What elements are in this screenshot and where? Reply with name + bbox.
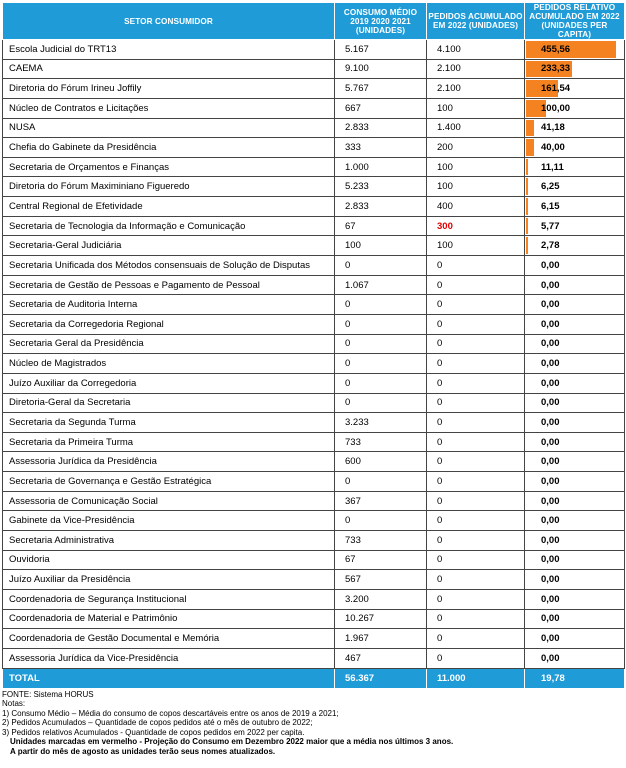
notes-section [2, 690, 624, 757]
pedidos-value: 0 [427, 550, 525, 570]
consumo-value: 5.233 [335, 177, 427, 197]
per-capita-value: 0,00 [541, 456, 560, 468]
per-capita-value: 0,00 [541, 377, 560, 389]
per-capita-cell [525, 550, 625, 570]
pedidos-value: 0 [427, 629, 525, 649]
pedidos-value: 0 [427, 432, 525, 452]
pedidos-value: 1.400 [427, 118, 525, 138]
consumo-value: 9.100 [335, 59, 427, 79]
per-capita-cell [525, 59, 625, 79]
per-capita-value: 0,00 [541, 652, 560, 664]
sector-name: Chefia do Gabinete da Presidência [3, 138, 335, 158]
consumo-value: 67 [335, 216, 427, 236]
per-capita-cell [525, 570, 625, 590]
per-capita-cell [525, 472, 625, 492]
sector-name: Juízo Auxiliar da Presidência [3, 570, 335, 590]
pedidos-value: 100 [427, 236, 525, 256]
consumo-value: 733 [335, 531, 427, 551]
pedidos-value: 0 [427, 609, 525, 629]
per-capita-cell [525, 648, 625, 668]
sector-name: Diretoria do Fórum Maximiniano Figueredo [3, 177, 335, 197]
per-capita-value: 0,00 [541, 397, 560, 409]
per-capita-value: 455,56 [541, 43, 571, 55]
table-row [3, 216, 625, 236]
table-row [3, 157, 625, 177]
per-capita-value: 0,00 [541, 534, 560, 546]
pedidos-value: 0 [427, 256, 525, 276]
per-capita-value: 0,00 [541, 279, 560, 291]
sector-name: Diretoria do Fórum Irineu Joffily [3, 79, 335, 99]
per-capita-cell [525, 138, 625, 158]
per-capita-value: 100,00 [541, 102, 571, 114]
consumo-value: 0 [335, 256, 427, 276]
table-row [3, 589, 625, 609]
table-row [3, 531, 625, 551]
per-capita-value: 11,11 [541, 161, 564, 173]
table-row [3, 550, 625, 570]
note-2: 2) Pedidos Acumulados – Quantidade de copos pedidos até o mês de outubro de 2022; [2, 718, 313, 728]
pedidos-value: 100 [427, 98, 525, 118]
pedidos-value: 0 [427, 373, 525, 393]
table-row [3, 413, 625, 433]
sector-name: Coordenadoria de Gestão Documental e Memória [3, 629, 335, 649]
per-capita-cell [525, 236, 625, 256]
pedidos-value: 0 [427, 334, 525, 354]
table-row [3, 491, 625, 511]
per-capita-value: 233,33 [541, 63, 571, 75]
table-row [3, 256, 625, 276]
per-capita-value: 6,15 [541, 200, 560, 212]
note-3: 3) Pedidos relativos Acumulados - Quantidade de copos pedidos em 2022 per capita. [2, 727, 305, 737]
per-capita-cell [525, 216, 625, 236]
consumo-value: 10.267 [335, 609, 427, 629]
table-row [3, 177, 625, 197]
per-capita-value: 41,18 [541, 122, 565, 134]
sector-name: Assessoria Jurídica da Vice-Presidência [3, 648, 335, 668]
table-row [3, 648, 625, 668]
consumo-value: 667 [335, 98, 427, 118]
table-row [3, 609, 625, 629]
table-row [3, 79, 625, 99]
per-capita-cell [525, 197, 625, 217]
per-capita-value: 0,00 [541, 495, 560, 507]
per-capita-value: 0,00 [541, 338, 560, 350]
per-capita-cell [525, 354, 625, 374]
sector-name: Núcleo de Contratos e Licitações [3, 98, 335, 118]
pedidos-value: 300 [427, 216, 525, 236]
total-row [3, 668, 625, 688]
pedidos-value: 100 [427, 177, 525, 197]
table-row [3, 118, 625, 138]
per-capita-value: 40,00 [541, 142, 565, 154]
pedidos-value: 0 [427, 275, 525, 295]
sector-name: Secretaria de Auditoria Interna [3, 295, 335, 315]
source-note: FONTE: Sistema HORUS [2, 689, 94, 699]
consumo-value: 0 [335, 393, 427, 413]
per-capita-cell [525, 491, 625, 511]
sector-name: Secretaria de Governança e Gestão Estratégica [3, 472, 335, 492]
per-capita-cell [525, 256, 625, 276]
total-per-capita-cell [525, 668, 625, 688]
sector-name: NUSA [3, 118, 335, 138]
per-capita-cell [525, 295, 625, 315]
per-capita-cell [525, 413, 625, 433]
per-capita-value: 0,00 [541, 358, 560, 370]
per-capita-cell [525, 334, 625, 354]
per-capita-value: 0,00 [541, 613, 560, 625]
pedidos-value: 0 [427, 511, 525, 531]
per-capita-value: 6,25 [541, 181, 560, 193]
consumo-value: 2.833 [335, 197, 427, 217]
table-row [3, 393, 625, 413]
per-capita-cell [525, 275, 625, 295]
pedidos-value: 0 [427, 491, 525, 511]
table-row [3, 354, 625, 374]
table-row [3, 40, 625, 60]
per-capita-cell [525, 118, 625, 138]
table-row [3, 295, 625, 315]
per-capita-value: 0,00 [541, 416, 560, 428]
table-row [3, 472, 625, 492]
sector-name: Secretaria-Geral Judiciária [3, 236, 335, 256]
consumo-value: 1.000 [335, 157, 427, 177]
table-row [3, 570, 625, 590]
pedidos-value: 100 [427, 157, 525, 177]
header-consumo: CONSUMO MÉDIO 2019 2020 2021 (UNIDADES) [335, 3, 427, 40]
consumo-value: 0 [335, 334, 427, 354]
consumo-value: 1.967 [335, 629, 427, 649]
per-capita-value: 0,00 [541, 475, 560, 487]
table-row [3, 373, 625, 393]
pedidos-value: 2.100 [427, 79, 525, 99]
table-body [3, 40, 625, 669]
table-row [3, 197, 625, 217]
pedidos-value: 0 [427, 295, 525, 315]
sector-name: Secretaria da Primeira Turma [3, 432, 335, 452]
per-capita-cell [525, 609, 625, 629]
per-capita-cell [525, 629, 625, 649]
header-sector: SETOR CONSUMIDOR [3, 3, 335, 40]
consumo-value: 0 [335, 373, 427, 393]
header-relativo: PEDIDOS RELATIVO ACUMULADO EM 2022 (UNIDADES PER CAPITA) [525, 3, 625, 40]
consumo-value: 0 [335, 295, 427, 315]
per-capita-cell [525, 393, 625, 413]
per-capita-value: 0,00 [541, 436, 560, 448]
pedidos-value: 0 [427, 589, 525, 609]
note-names-update: A partir do mês de agosto as unidades terão seus nomes atualizados. [10, 747, 276, 757]
consumo-value: 367 [335, 491, 427, 511]
sector-name: Secretaria de Tecnologia da Informação e Comunicação [3, 216, 335, 236]
table-row [3, 511, 625, 531]
total-per-capita: 19,78 [541, 672, 565, 684]
consumption-table [2, 2, 625, 689]
note-red-units: Unidades marcadas em vermelho - Projeção do Consumo em Dezembro 2022 maior que a média nos últimos 3 anos. [10, 737, 454, 747]
consumo-value: 0 [335, 472, 427, 492]
table-row [3, 334, 625, 354]
pedidos-value: 0 [427, 648, 525, 668]
consumo-value: 0 [335, 511, 427, 531]
consumo-value: 2.833 [335, 118, 427, 138]
consumo-value: 733 [335, 432, 427, 452]
per-capita-value: 0,00 [541, 515, 560, 527]
table-row [3, 59, 625, 79]
pedidos-value: 400 [427, 197, 525, 217]
per-capita-value: 2,78 [541, 240, 560, 252]
consumo-value: 5.167 [335, 40, 427, 60]
sector-name: Gabinete da Vice-Presidência [3, 511, 335, 531]
consumo-value: 467 [335, 648, 427, 668]
consumo-value: 567 [335, 570, 427, 590]
sector-name: Secretaria de Gestão de Pessoas e Pagamento de Pessoal [3, 275, 335, 295]
sector-name: Secretaria Unificada dos Métodos consensuais de Solução de Disputas [3, 256, 335, 276]
sector-name: Secretaria Geral da Presidência [3, 334, 335, 354]
table-row [3, 138, 625, 158]
sector-name: Coordenadoria de Segurança Institucional [3, 589, 335, 609]
sector-name: Assessoria de Comunicação Social [3, 491, 335, 511]
pedidos-value: 2.100 [427, 59, 525, 79]
per-capita-cell [525, 157, 625, 177]
per-capita-value: 0,00 [541, 299, 560, 311]
per-capita-cell [525, 452, 625, 472]
header-row [3, 3, 625, 40]
per-capita-cell [525, 531, 625, 551]
sector-name: Coordenadoria de Material e Patrimônio [3, 609, 335, 629]
consumo-value: 5.767 [335, 79, 427, 99]
table-row [3, 236, 625, 256]
per-capita-value: 0,00 [541, 318, 560, 330]
per-capita-cell [525, 314, 625, 334]
consumo-value: 1.067 [335, 275, 427, 295]
total-consumo: 56.367 [335, 668, 427, 688]
report-container [2, 2, 624, 757]
per-capita-cell [525, 373, 625, 393]
per-capita-value: 0,00 [541, 633, 560, 645]
sector-name: Secretaria Administrativa [3, 531, 335, 551]
pedidos-value: 0 [427, 314, 525, 334]
per-capita-value: 0,00 [541, 574, 560, 586]
per-capita-value: 161,54 [541, 83, 571, 95]
pedidos-value: 0 [427, 472, 525, 492]
per-capita-cell [525, 511, 625, 531]
consumo-value: 3.233 [335, 413, 427, 433]
per-capita-cell [525, 432, 625, 452]
pedidos-value: 200 [427, 138, 525, 158]
pedidos-value: 0 [427, 570, 525, 590]
per-capita-cell [525, 40, 625, 60]
sector-name: Secretaria da Segunda Turma [3, 413, 335, 433]
consumo-value: 0 [335, 354, 427, 374]
table-row [3, 452, 625, 472]
notes-title: Notas: [2, 699, 26, 709]
total-label: TOTAL [3, 668, 335, 688]
sector-name: Secretaria de Orçamentos e Finanças [3, 157, 335, 177]
pedidos-value: 0 [427, 452, 525, 472]
per-capita-cell [525, 98, 625, 118]
table-row [3, 314, 625, 334]
sector-name: Escola Judicial do TRT13 [3, 40, 335, 60]
consumo-value: 0 [335, 314, 427, 334]
total-pedidos: 11.000 [427, 668, 525, 688]
per-capita-value: 0,00 [541, 554, 560, 566]
per-capita-value: 0,00 [541, 259, 560, 271]
consumo-value: 3.200 [335, 589, 427, 609]
pedidos-value: 4.100 [427, 40, 525, 60]
per-capita-cell [525, 79, 625, 99]
sector-name: Ouvidoria [3, 550, 335, 570]
pedidos-value: 0 [427, 413, 525, 433]
per-capita-cell [525, 589, 625, 609]
sector-name: Núcleo de Magistrados [3, 354, 335, 374]
sector-name: Diretoria-Geral da Secretaria [3, 393, 335, 413]
pedidos-value: 0 [427, 531, 525, 551]
sector-name: CAEMA [3, 59, 335, 79]
sector-name: Secretaria da Corregedoria Regional [3, 314, 335, 334]
per-capita-cell [525, 177, 625, 197]
table-row [3, 629, 625, 649]
pedidos-value: 0 [427, 393, 525, 413]
sector-name: Assessoria Jurídica da Presidência [3, 452, 335, 472]
sector-name: Juízo Auxiliar da Corregedoria [3, 373, 335, 393]
table-row [3, 432, 625, 452]
pedidos-value: 0 [427, 354, 525, 374]
sector-name: Central Regional de Efetividade [3, 197, 335, 217]
table-row [3, 275, 625, 295]
header-pedidos: PEDIDOS ACUMULADO EM 2022 (UNIDADES) [427, 3, 525, 40]
consumo-value: 600 [335, 452, 427, 472]
note-1: 1) Consumo Médio – Média do consumo de copos descartáveis entre os anos de 2019 a 2021; [2, 708, 339, 718]
consumo-value: 67 [335, 550, 427, 570]
consumo-value: 333 [335, 138, 427, 158]
table-row [3, 98, 625, 118]
per-capita-value: 0,00 [541, 593, 560, 605]
consumo-value: 100 [335, 236, 427, 256]
per-capita-value: 5,77 [541, 220, 560, 232]
